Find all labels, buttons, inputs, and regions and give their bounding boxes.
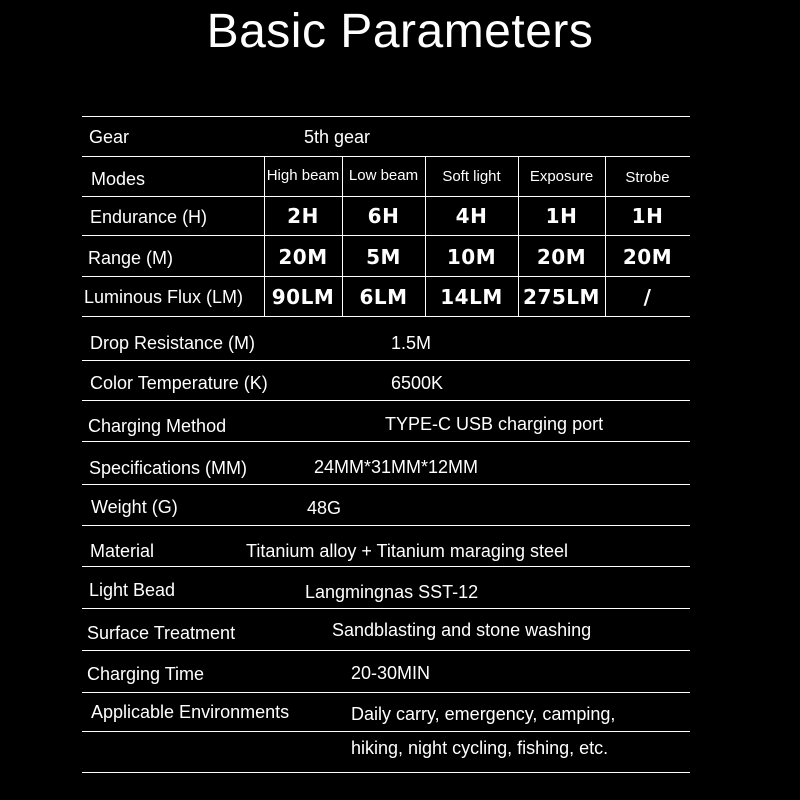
row-divider bbox=[82, 316, 690, 317]
flux-label: Luminous Flux (LM) bbox=[84, 287, 244, 307]
gear-value: 5th gear bbox=[304, 127, 371, 147]
row-divider bbox=[82, 116, 690, 117]
flux-strobe: / bbox=[643, 285, 652, 309]
modes-label: Modes bbox=[91, 169, 146, 189]
range-high-beam: 20M bbox=[278, 245, 328, 269]
range-low-beam: 5M bbox=[366, 245, 401, 269]
charging-time-label: Charging Time bbox=[87, 664, 205, 684]
endurance-exposure: 1H bbox=[545, 204, 578, 228]
color-temperature-label: Color Temperature (K) bbox=[90, 373, 268, 393]
endurance-strobe: 1H bbox=[631, 204, 664, 228]
endurance-label: Endurance (H) bbox=[90, 207, 208, 227]
endurance-high-beam: 2H bbox=[287, 204, 319, 228]
material-value: Titanium alloy + Titanium maraging steel bbox=[246, 541, 568, 561]
color-temperature-value: 6500K bbox=[391, 373, 444, 393]
flux-low-beam: 6LM bbox=[359, 285, 408, 309]
row-divider bbox=[82, 608, 690, 609]
mode-low-beam: Low beam bbox=[348, 167, 419, 184]
specifications-label: Specifications (MM) bbox=[89, 458, 248, 478]
drop-resistance-label: Drop Resistance (M) bbox=[90, 333, 256, 353]
mode-soft-light: Soft light bbox=[442, 168, 501, 185]
applicable-environments-value-line2: hiking, night cycling, fishing, etc. bbox=[351, 738, 609, 758]
row-divider bbox=[82, 692, 690, 693]
light-bead-value: Langmingnas SST-12 bbox=[305, 582, 479, 602]
row-divider bbox=[82, 441, 690, 442]
surface-treatment-label: Surface Treatment bbox=[87, 623, 236, 643]
row-divider bbox=[82, 360, 690, 361]
row-divider bbox=[82, 235, 690, 236]
row-divider bbox=[82, 276, 690, 277]
charging-method-value: TYPE-C USB charging port bbox=[385, 414, 604, 434]
endurance-soft-light: 4H bbox=[455, 204, 488, 228]
light-bead-label: Light Bead bbox=[89, 580, 176, 600]
range-soft-light: 10M bbox=[446, 245, 497, 269]
row-divider bbox=[82, 566, 690, 567]
flux-high-beam: 90LM bbox=[271, 285, 335, 309]
row-divider bbox=[82, 400, 690, 401]
mode-strobe: Strobe bbox=[625, 169, 670, 186]
range-exposure: 20M bbox=[536, 245, 587, 269]
weight-value: 48G bbox=[307, 498, 342, 518]
endurance-low-beam: 6H bbox=[367, 204, 400, 228]
flux-exposure: 275LM bbox=[523, 285, 600, 309]
page-title: Basic Parameters bbox=[206, 5, 594, 58]
range-strobe: 20M bbox=[622, 245, 673, 269]
range-label: Range (M) bbox=[88, 248, 174, 268]
charging-method-label: Charging Method bbox=[88, 416, 227, 436]
weight-label: Weight (G) bbox=[91, 497, 178, 517]
applicable-environments-label: Applicable Environments bbox=[91, 702, 290, 722]
row-divider bbox=[82, 772, 690, 773]
applicable-environments-value: Daily carry, emergency, camping, bbox=[351, 704, 616, 724]
surface-treatment-value: Sandblasting and stone washing bbox=[332, 620, 592, 640]
row-divider bbox=[82, 484, 690, 485]
material-label: Material bbox=[90, 541, 155, 561]
charging-time-value: 20-30MIN bbox=[351, 663, 431, 683]
row-divider bbox=[82, 731, 690, 732]
mode-exposure: Exposure bbox=[529, 168, 594, 185]
flux-soft-light: 14LM bbox=[440, 285, 503, 309]
specifications-value: 24MM*31MM*12MM bbox=[314, 457, 479, 477]
gear-label: Gear bbox=[89, 127, 130, 147]
row-divider bbox=[82, 525, 690, 526]
drop-resistance-value: 1.5M bbox=[391, 333, 432, 353]
row-divider bbox=[82, 156, 690, 157]
mode-high-beam: High beam bbox=[266, 167, 340, 184]
row-divider bbox=[82, 196, 690, 197]
row-divider bbox=[82, 650, 690, 651]
